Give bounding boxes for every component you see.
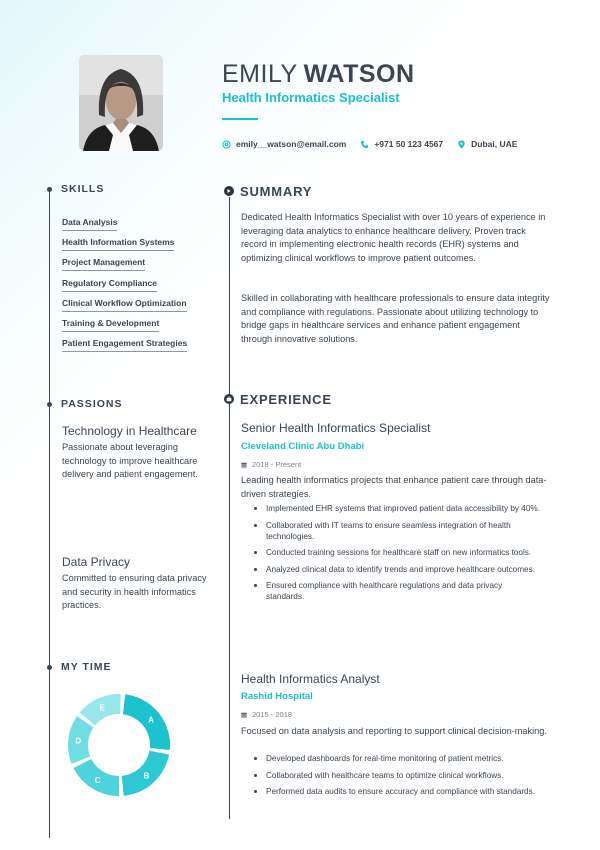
donut-label-a: A bbox=[148, 715, 154, 725]
last-name: WATSON bbox=[303, 60, 415, 88]
right-timeline-line bbox=[229, 197, 230, 819]
candidate-name bbox=[222, 60, 415, 89]
calendar-icon bbox=[241, 462, 247, 468]
job-title: Senior Health Informatics Specialist bbox=[241, 421, 431, 435]
job-bullet: Performed data audits to ensure accuracy and compliance with standards. bbox=[241, 786, 541, 797]
phone-icon bbox=[360, 140, 369, 149]
passion-title: Technology in Healthcare bbox=[62, 424, 197, 438]
contact-location bbox=[457, 139, 517, 149]
skill-item: Project Management bbox=[62, 257, 145, 271]
experience-section-icon bbox=[224, 394, 234, 404]
contact-phone[interactable] bbox=[360, 139, 443, 149]
contact-bar bbox=[222, 139, 517, 149]
summary-paragraph: Dedicated Health Informatics Specialist with over 10 years of experience in leveraging data analytics to enhance healthcare delivery. Proven track record in implementing electronic health records (EHR) systems and optimizing clinical workflows to improve patient outcomes. bbox=[241, 212, 546, 263]
passions-bullet-dot bbox=[47, 402, 52, 407]
job-bullet: Analyzed clinical data to identify trends and improve healthcare outcomes. bbox=[241, 564, 541, 575]
dates-text: 2015 - 2018 bbox=[252, 710, 293, 719]
summary-section-icon bbox=[224, 186, 234, 196]
at-icon bbox=[222, 140, 231, 149]
arrow-icon bbox=[226, 188, 232, 194]
summary-title: SUMMARY bbox=[240, 184, 313, 199]
job-description: Focused on data analysis and reporting to support clinical decision-making. bbox=[241, 726, 547, 736]
time-donut-chart bbox=[64, 690, 174, 800]
donut-segment-a bbox=[123, 694, 170, 750]
job-dates bbox=[241, 460, 301, 469]
job-description: Leading health informatics projects that enhance patient care through data-driven strategies. bbox=[241, 475, 547, 499]
skill-item: Health Information Systems bbox=[62, 237, 174, 251]
mytime-bullet-dot bbox=[47, 665, 52, 670]
job-bullet: Collaborated with healthcare teams to optimize clinical workflows. bbox=[241, 770, 541, 781]
passion-item bbox=[62, 423, 212, 482]
skill-item: Patient Engagement Strategies bbox=[62, 338, 187, 352]
job-bullet: Conducted training sessions for healthcare staff on new informatics tools. bbox=[241, 547, 541, 558]
job-bullets bbox=[241, 753, 541, 803]
donut-label-e: E bbox=[99, 703, 105, 713]
donut-label-c: C bbox=[94, 775, 101, 785]
donut-label-b: B bbox=[143, 771, 150, 781]
accent-divider bbox=[222, 118, 258, 120]
location-pin-icon bbox=[457, 140, 466, 149]
passions-title: PASSIONS bbox=[61, 398, 123, 410]
passion-title: Data Privacy bbox=[62, 555, 131, 569]
skills-list bbox=[62, 212, 207, 353]
first-name: EMILY bbox=[222, 60, 298, 88]
skill-item: Data Analysis bbox=[62, 217, 117, 231]
contact-email[interactable] bbox=[222, 139, 346, 149]
calendar-icon bbox=[241, 712, 247, 718]
briefcase-icon bbox=[226, 396, 232, 402]
job-bullets bbox=[241, 503, 541, 608]
experience-title: EXPERIENCE bbox=[240, 392, 332, 407]
passion-description: Passionate about leveraging technology to improve healthcare delivery and patient engagement. bbox=[62, 442, 198, 479]
company-name: Rashid Hospital bbox=[241, 691, 313, 702]
passion-item bbox=[62, 554, 212, 613]
location-text: Dubai, UAE bbox=[471, 139, 518, 149]
summary-paragraph: Skilled in collaborating with healthcare professionals to ensure data integrity and compliance with regulations. Passionate about utilizing technology to bridge gaps in healthcare services and enhance patient engagement through innovative solutions. bbox=[241, 293, 550, 344]
job-title: Health Informatics Analyst bbox=[241, 672, 380, 686]
job-bullet: Collaborated with IT teams to ensure seamless integration of health technologies. bbox=[241, 520, 541, 542]
job-bullet: Developed dashboards for real-time monitoring of patient metrics. bbox=[241, 753, 541, 764]
job-bullet: Implemented EHR systems that improved patient data accessibility by 40%. bbox=[241, 503, 541, 514]
donut-label-d: D bbox=[75, 736, 82, 746]
job-dates bbox=[241, 710, 292, 719]
profile-photo bbox=[79, 55, 163, 151]
job-bullet: Ensured compliance with healthcare regulations and data privacy standards. bbox=[241, 580, 541, 602]
left-timeline-line bbox=[49, 188, 50, 838]
mytime-title: MY TIME bbox=[61, 661, 112, 673]
company-name: Cleveland Clinic Abu Dhabi bbox=[241, 441, 365, 452]
skills-title: SKILLS bbox=[61, 183, 105, 195]
passion-description: Committed to ensuring data privacy and security in health informatics practices. bbox=[62, 573, 207, 610]
phone-text: +971 50 123 4567 bbox=[374, 139, 444, 149]
skills-bullet-dot bbox=[47, 187, 52, 192]
dates-text: 2018 - Present bbox=[252, 460, 302, 469]
skill-item: Training & Development bbox=[62, 318, 159, 332]
job-role: Health Informatics Specialist bbox=[222, 90, 400, 105]
skill-item: Clinical Workflow Optimization bbox=[62, 298, 187, 312]
skill-item: Regulatory Compliance bbox=[62, 278, 157, 292]
email-text: emily__watson@email.com bbox=[236, 139, 347, 149]
